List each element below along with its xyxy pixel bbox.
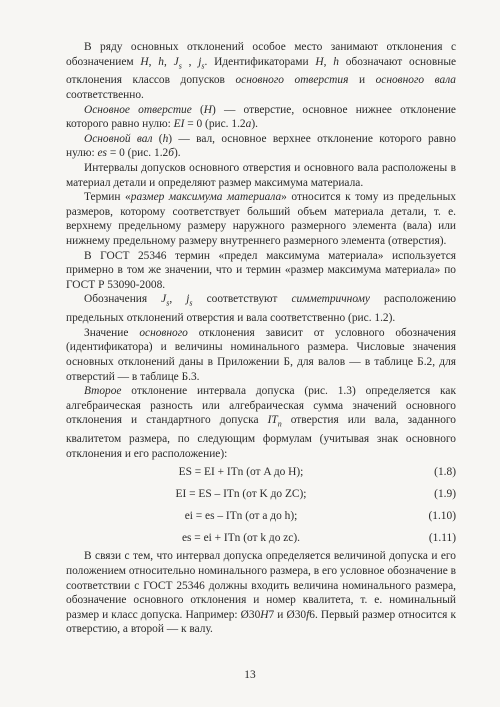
paragraph-closing: В связи с тем, что интервал допуска определяется величиной допуска и его положением относительно номинального размера, в его условное обозначение в соответствии с ГОСТ 25346 должны входить величина номинального размера, обозначение основного отклонения и номер квалитета, т. е. номинальный размер и класс допуска. Например: Ø30H7 и Ø30f6. Первый размер относится к отверстию, а второй — к валу. [66, 550, 456, 636]
formula-1-8 [66, 461, 456, 483]
formula-expression: ei = es – ITn (от a до h); [184, 510, 298, 523]
body-text [66, 40, 456, 637]
formula-1-10 [66, 505, 456, 527]
paragraph-1: В ряду основных отклонений особое место занимают отклонения с обозначением H, h, $J_s$ , $j_s$. Идентификаторами H, h обозначают основные отклонения классов допусков основного отверстия и основного вала соответственно. [66, 41, 457, 102]
paragraph-7: Обозначения $J_s$, $j_s$ соответствуют симметричному расположению предельных отклонений отверстия и вала соответственно (рис. 1.2). [66, 293, 456, 325]
paragraph-3: Основной вал (h) — вал, основное верхнее отклонение которого равно нулю: es = 0 (рис. 1.2б). [66, 132, 456, 160]
paragraph-9: Второе отклонение интервала допуска (рис. 1.3) определяется как алгебраическая разность или алгебраическая сумма значений основного отклонения и стандартного допуска $IT_n$ отверстия или вала, заданного квалитетом размера, по следующим формулам (учитывая знак основного отклонения и его расположение): [66, 385, 456, 460]
paragraph-2: Основное отверстие (H) — отверстие, основное нижнее отклонение которого равно нулю: EI = 0 (рис. 1.2а). [66, 103, 456, 131]
formula-expression: ES = EI + ITn (от A до H); [178, 466, 304, 479]
formula-number: (1.9) [434, 488, 456, 501]
paragraph-4: Интервалы допусков основного отверстия и основного вала расположены в материал детали и определяют размер максимума материала. [66, 162, 456, 189]
page-number: 13 [244, 669, 256, 681]
formula-expression: EI = ES – ITn (от K до ZC); [175, 488, 307, 501]
formula-number: (1.8) [434, 466, 456, 479]
paragraph-6: В ГОСТ 25346 термин «предел максимума материала» используется примерно в том же значении, что и термин «размер максимума материала» по ГОСТ Р 53090-2008. [66, 249, 456, 291]
formula-expression: es = ei + ITn (от k до zc). [181, 532, 301, 545]
paragraph-5: Термин «размер максимума материала» относится к тому из предельных размеров, которому соответствует больший объем материала детали, т. е. верхнему предельному размеру наружного размерного элемента (вала) или нижнему предельному размеру внутреннего размерного элемента (отверстия). [66, 191, 456, 247]
paragraph-8: Значение основного отклонения зависит от условного обозначения (идентификатора) и величины номинального размера. Числовые значения основных отклонений даны в Приложении Б, для валов — в таблице Б.2, для отверстий — в таблице Б.3. [66, 326, 456, 383]
formula-1-9 [66, 483, 456, 505]
formula-number: (1.10) [428, 510, 456, 523]
formula-number: (1.11) [428, 532, 456, 545]
formula-1-11 [66, 527, 456, 549]
